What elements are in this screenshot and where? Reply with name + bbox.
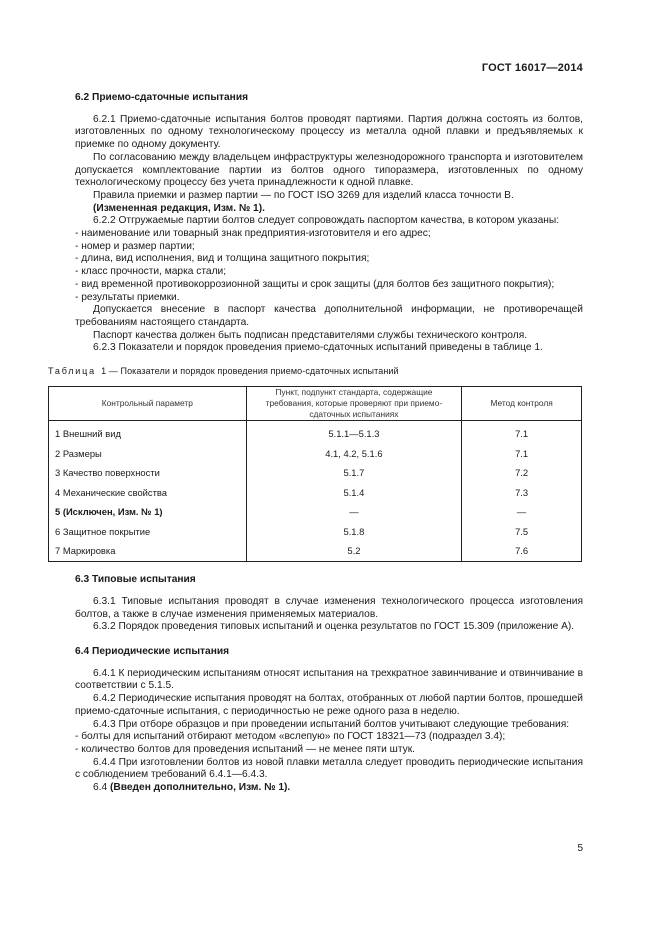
paragraph-6-4-2: 6.4.2 Периодические испытания проводят на болтах, отобранных от любой партии болтов, прошедшей приемо-сдаточные испытания, с периодичностью не реже одного раза в неделю. (75, 693, 583, 717)
paragraph-batch-rules: Правила приемки и размер партии — по ГОСТ ISO 3269 для изделий класса точности В. (93, 189, 514, 201)
cell-parameter: 7 Маркировка (49, 542, 247, 562)
cell-clause: 4.1, 4.2, 5.1.6 (246, 444, 462, 464)
paragraph-6-2-3: 6.2.3 Показатели и порядок проведения приемо-сдаточных испытаний приведены в таблице 1. (93, 342, 543, 354)
list-item: - номер и размер партии; (75, 240, 195, 252)
amendment-note-6-4: 6.4 (Введен дополнительно, Изм. № 1). (93, 782, 291, 794)
list-item: - длина, вид исполнения, вид и толщина защитного покрытия; (75, 253, 370, 265)
cell-method: — (462, 503, 582, 523)
list-item: - наименование или товарный знак предприятия-изготовителя и его адрес; (75, 228, 431, 240)
page-number: 5 (577, 843, 583, 854)
cell-parameter: 4 Механические свойства (49, 483, 247, 503)
cell-clause: — (246, 503, 462, 523)
list-item: - количество болтов для проведения испытаний — не менее пяти штук. (75, 744, 416, 755)
table-row (49, 464, 582, 484)
document-code: ГОСТ 16017—2014 (481, 62, 583, 74)
cell-clause: 5.1.7 (246, 464, 462, 484)
cell-method: 7.5 (462, 522, 582, 542)
cell-clause: 5.1.8 (246, 522, 462, 542)
acceptance-tests-table (48, 386, 582, 563)
cell-parameter: 5 (Исключен, Изм. № 1) (49, 503, 247, 523)
table-row (49, 542, 582, 562)
cell-method: 7.3 (462, 483, 582, 503)
amendment-note: (Измененная редакция, Изм. № 1). (93, 202, 265, 214)
paragraph-6-3-1: 6.3.1 Типовые испытания проводят в случае изменения технологического процесса изготовления болтов, а также в случае изменения применяемых материалов. (75, 595, 583, 620)
table-row (49, 522, 582, 542)
paragraph-signature: Паспорт качества должен быть подписан представителями службы технического контроля. (93, 329, 528, 341)
paragraph-additional-info: Допускается внесение в паспорт качества дополнительной информации, не противоречащей требованиям настоящего стандарта. (75, 304, 583, 328)
cell-parameter: 6 Защитное покрытие (49, 522, 247, 542)
cell-method: 7.1 (462, 420, 582, 444)
paragraph-6-4-4: 6.4.4 При изготовлении болтов из новой плавки металла следует проводить периодические испытания с соблюдением требований 6.4.1—6.4.3. (75, 756, 583, 781)
column-header-clause: Пункт, подпункт стандарта, содержащие требования, которые проверяют при приемо-сдаточных испытаниях (246, 386, 462, 420)
table-caption: Таблица 1 — Показатели и порядок проведения приемо-сдаточных испытаний (48, 366, 399, 377)
section-6-4-heading: 6.4 Периодические испытания (75, 646, 230, 658)
cell-method: 7.2 (462, 464, 582, 484)
cell-parameter: 3 Качество поверхности (49, 464, 247, 484)
list-item: - вид временной противокоррозионной защиты и срок защиты (для болтов без защитного покрытия); (75, 278, 555, 290)
column-header-method: Метод контроля (462, 386, 582, 420)
section-6-2-heading: 6.2 Приемо-сдаточные испытания (75, 92, 249, 103)
table-row (49, 483, 582, 503)
paragraph-6-2-1: 6.2.1 Приемо-сдаточные испытания болтов проводят партиями. Партия должна состоять из болтов, изготовленных по одному технологическому процессу из металла одной плавки и предъявляемых к приемке по одному документу. (75, 113, 583, 151)
paragraph-6-2-2: 6.2.2 Отгружаемые партии болтов следует сопровождать паспортом качества, в котором указаны: (93, 215, 560, 227)
cell-clause: 5.1.4 (246, 483, 462, 503)
paragraph-6-4-3: 6.4.3 При отборе образцов и при проведении испытаний болтов учитывают следующие требования: (93, 718, 570, 730)
table-header-row (49, 386, 582, 420)
table-row (49, 444, 582, 464)
cell-method: 7.6 (462, 542, 582, 562)
document-body (48, 92, 583, 795)
cell-clause: 5.1.1—5.1.3 (246, 420, 462, 444)
list-item: - класс прочности, марка стали; (75, 266, 227, 278)
list-item: - результаты приемки. (75, 291, 180, 303)
paragraph-6-4-1: 6.4.1 К периодическим испытаниям относят испытания на трехкратное завинчивание и отвинчивание в соответствии с 5.1.5. (75, 667, 583, 692)
cell-parameter: 2 Размеры (49, 444, 247, 464)
list-item: - болты для испытаний отбирают методом «вслепую» по ГОСТ 18321—73 (подраздел 3.4); (75, 731, 506, 743)
section-6-3-heading: 6.3 Типовые испытания (75, 574, 196, 586)
paragraph-6-3-2: 6.3.2 Порядок проведения типовых испытаний и оценка результатов по ГОСТ 15.309 (приложение А). (93, 621, 575, 633)
table-row (49, 420, 582, 444)
cell-method: 7.1 (462, 444, 582, 464)
column-header-parameter: Контрольный параметр (49, 386, 247, 420)
cell-clause: 5.2 (246, 542, 462, 562)
table-row (49, 503, 582, 523)
cell-parameter: 1 Внешний вид (49, 420, 247, 444)
paragraph-agreement: По согласованию между владельцем инфраструктуры железнодорожного транспорта и изготовителем допускается комплектование партии из болтов одного типоразмера, изготовленных по одному технологическому процессу без учета принадлежности к одной плавке. (75, 151, 583, 189)
